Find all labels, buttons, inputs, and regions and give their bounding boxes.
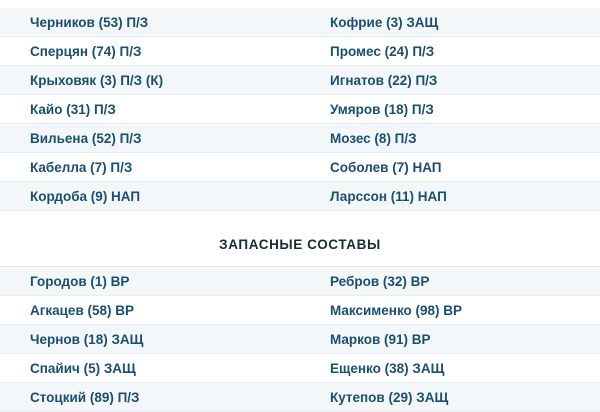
- starting-left-column: [0, 8, 300, 211]
- player-row[interactable]: Кордоба (9) НАП: [0, 182, 300, 211]
- player-row[interactable]: Кабелла (7) П/З: [0, 153, 300, 182]
- player-row[interactable]: Максименко (98) ВР: [300, 296, 600, 325]
- player-row[interactable]: Кофрие (3) ЗАЩ: [300, 8, 600, 37]
- substitutes-section-title: ЗАПАСНЫЕ СОСТАВЫ: [0, 221, 600, 266]
- player-row[interactable]: Городов (1) ВР: [0, 267, 300, 296]
- clipped-left-col: [0, 0, 300, 8]
- substitutes-lineups: [0, 267, 600, 412]
- player-row[interactable]: [0, 0, 300, 8]
- starting-lineups: [0, 8, 600, 211]
- player-row[interactable]: Мозес (8) П/З: [300, 124, 600, 153]
- substitutes-left-column: [0, 267, 300, 412]
- player-row[interactable]: Стоцкий (89) П/З: [0, 383, 300, 412]
- player-row[interactable]: Ларссон (11) НАП: [300, 182, 600, 211]
- player-row[interactable]: Спайич (5) ЗАЩ: [0, 354, 300, 383]
- player-row[interactable]: Черников (53) П/З: [0, 8, 300, 37]
- clipped-right-col: [300, 0, 600, 8]
- player-row[interactable]: Вильена (52) П/З: [0, 124, 300, 153]
- player-row[interactable]: Агкацев (58) ВР: [0, 296, 300, 325]
- player-row[interactable]: Крыховяк (3) П/З (К): [0, 66, 300, 95]
- clipped-top-row: [0, 0, 600, 8]
- substitutes-right-column: [300, 267, 600, 412]
- player-row[interactable]: Промес (24) П/З: [300, 37, 600, 66]
- player-row[interactable]: Игнатов (22) П/З: [300, 66, 600, 95]
- player-row[interactable]: Кутепов (29) ЗАЩ: [300, 383, 600, 412]
- player-row[interactable]: Кайо (31) П/З: [0, 95, 300, 124]
- starting-right-column: [300, 8, 600, 211]
- player-row[interactable]: Чернов (18) ЗАЩ: [0, 325, 300, 354]
- section-gap: [0, 211, 600, 221]
- player-row[interactable]: Ещенко (38) ЗАЩ: [300, 354, 600, 383]
- player-row[interactable]: Сперцян (74) П/З: [0, 37, 300, 66]
- player-row[interactable]: [300, 0, 600, 8]
- player-row[interactable]: Ребров (32) ВР: [300, 267, 600, 296]
- player-row[interactable]: Соболев (7) НАП: [300, 153, 600, 182]
- player-row[interactable]: Марков (91) ВР: [300, 325, 600, 354]
- player-row[interactable]: Умяров (18) П/З: [300, 95, 600, 124]
- clipped-row-pair: [0, 0, 600, 8]
